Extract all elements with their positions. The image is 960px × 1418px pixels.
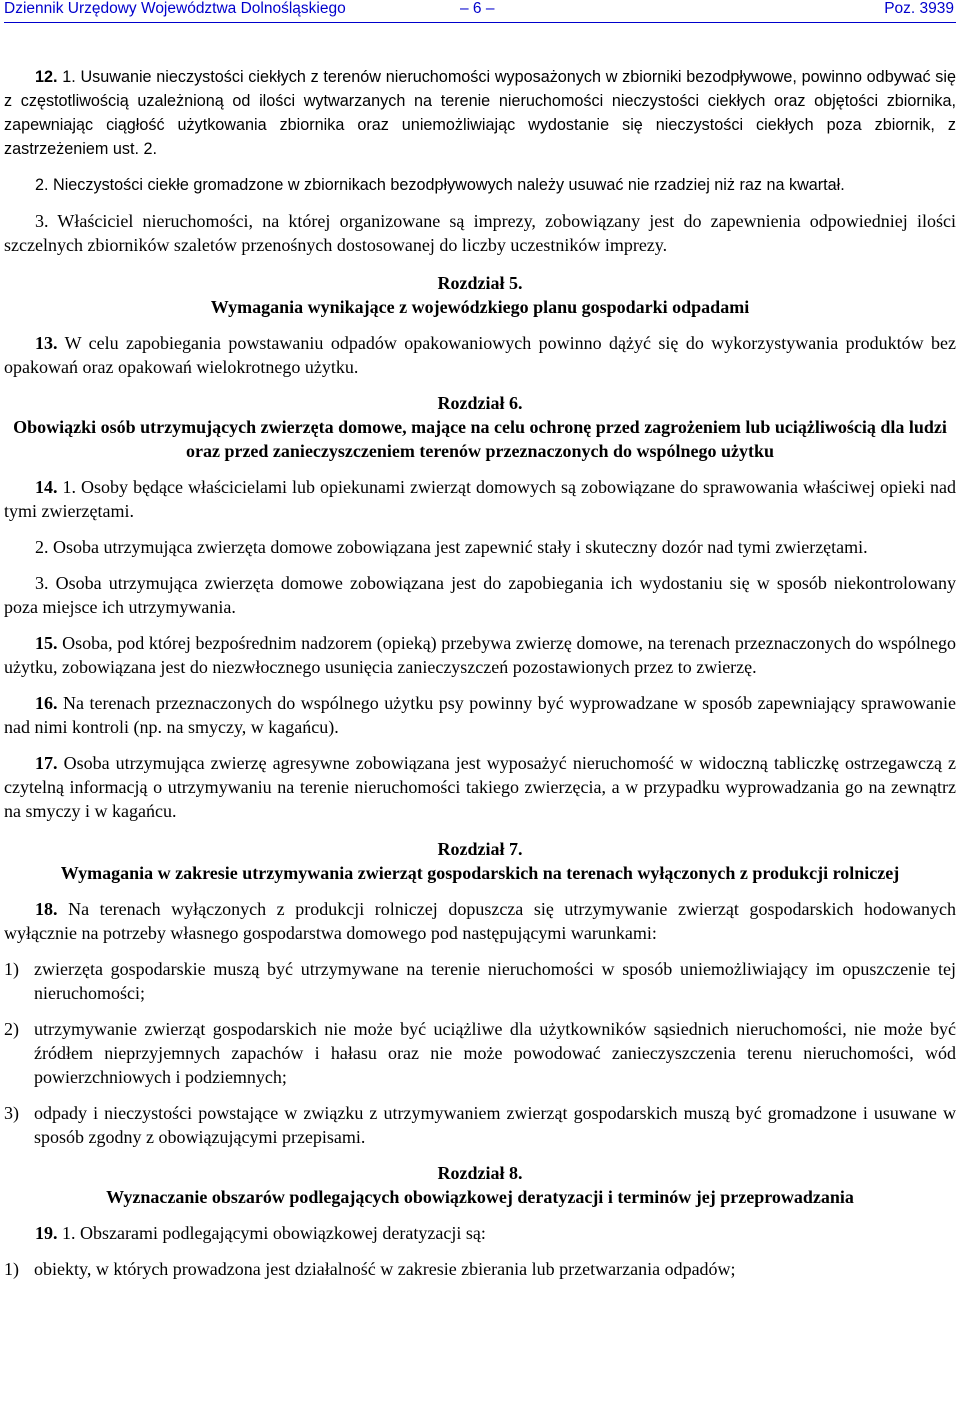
chapter-7-label: Rozdział 7. [437,839,523,859]
journal-title: Dziennik Urzędowy Województwa Dolnośląskiego [4,0,346,17]
paragraph-text: W celu zapobiegania powstawaniu odpadów opakowaniowych powinno dążyć się do wykorzystywania produktów bez opakowań oraz opakowań wielokrotnego użytku. [4,333,956,377]
chapter-8-title: Wyznaczanie obszarów podlegających obowiązkowej deratyzacji i terminów jej przeprowadzania [106,1187,854,1207]
list-item [4,1017,956,1089]
section-14-paragraph-3: 3. Osoba utrzymująca zwierzęta domowe zobowiązana jest do zapobiegania ich wydostaniu się w sposób niekontrolowany poza miejsce ich utrzymywania. [4,573,956,617]
section-number: 19. [35,1223,58,1243]
paragraph-number: 3. [35,211,49,231]
paragraph-text: Właściciel nieruchomości, na której organizowane są imprezy, zobowiązany jest do zapewnienia odpowiedniej ilości szczelnych zbiorników szaletów przenośnych dostosowanej do liczby uczestników imprezy. [4,211,956,255]
list-item-label: 2) [4,1019,19,1039]
list-item [4,957,956,1005]
section-17 [4,751,956,823]
section-number: 13. [35,333,58,353]
paragraph-number: 2. [35,176,49,194]
section-number: 16. [35,693,58,713]
paragraph-text: Na terenach wyłączonych z produkcji rolniczej dopuszcza się utrzymywanie zwierząt gospodarskich hodowanych wyłącznie na potrzeby własnego gospodarstwa domowego pod następującymi warunkami: [4,899,956,943]
chapter-5-label: Rozdział 5. [437,273,523,293]
chapter-5-title: Wymagania wynikające z wojewódzkiego planu gospodarki odpadami [210,297,750,317]
section-number: 18. [35,899,58,919]
section-19 [4,1221,956,1245]
list-item-text: utrzymywanie zwierząt gospodarskich nie może być uciążliwe dla użytkowników sąsiednich nieruchomości, nie może być źródłem nieprzyjemnych zapachów i hałasu oraz nie może powodować zanieczyszczenia terenu nieruchomości, wód powierzchniowych i podziemnych; [34,1019,956,1087]
page-header [4,0,956,20]
section-number: 14. [35,477,58,497]
section-16 [4,691,956,739]
list-item-text: odpady i nieczystości powstające w związku z utrzymywaniem zwierząt gospodarskich muszą być gromadzone i usuwane w sposób zgodny z obowiązującymi przepisami. [34,1103,956,1147]
section-15 [4,631,956,679]
section-12-paragraph-1 [4,65,956,161]
section-number: 17. [35,753,58,773]
paragraph-text: Na terenach przeznaczonych do wspólnego użytku psy powinny być wyprowadzane w sposób zapewniający sprawowanie nad nimi kontroli (np. na smyczy, w kagańcu). [4,693,956,737]
list-item [4,1257,956,1281]
document-body [4,65,956,1281]
section-14-paragraph-2: 2. Osoba utrzymująca zwierzęta domowe zobowiązana jest zapewnić stały i skuteczny dozór nad tymi zwierzętami. [35,537,868,557]
section-13 [4,331,956,379]
position-number: Poz. 3939 [884,0,954,17]
paragraph-text: Osoba, pod której bezpośrednim nadzorem (opieką) przebywa zwierzę domowe, na terenach przeznaczonych do wspólnego użytku, zobowiązana jest do niezwłocznego usunięcia zanieczyszczeń pozostawionych przez to zwierzę. [4,633,956,677]
section-12-paragraph-3 [4,209,956,257]
paragraph-text: 1. Obszarami podlegającymi obowiązkowej deratyzacji są: [57,1223,486,1243]
section-18 [4,897,956,945]
chapter-7-title: Wymagania w zakresie utrzymywania zwierząt gospodarskich na terenach wyłączonych z produkcji rolniczej [60,863,900,883]
paragraph-text: Nieczystości ciekłe gromadzone w zbiornikach bezodpływowych należy usuwać nie rzadziej niż raz na kwartał. [48,176,845,194]
paragraph-text: Osoba utrzymująca zwierzę agresywne zobowiązana jest wyposażyć nieruchomość w widoczną tabliczkę ostrzegawczą z czytelną informacją o utrzymywaniu na terenie nieruchomości takiego zwierzęcia, a w przypadku wyprowadzania go na zewnątrz na smyczy i w kagańcu. [4,753,956,821]
paragraph-text: 1. Usuwanie nieczystości ciekłych z terenów nieruchomości wyposażonych w zbiorniki bezodpływowe, powinno odbywać się z częstotliwością uzależnioną od ilości wytwarzanych na terenie nieruchomości nieczystości ciekłych oraz objętości zbiornika, zapewniając ciągłość użytkowania zbiornika oraz uniemożliwiając wydostanie się nieczystości ciekłych poza zbiornik, z zastrzeżeniem ust. 2. [4,68,956,158]
chapter-8-label: Rozdział 8. [437,1163,523,1183]
chapter-6-title: Obowiązki osób utrzymujących zwierzęta domowe, mające na celu ochronę przed zagrożeniem lub uciążliwością dla ludzi oraz przed zanieczyszczeniem terenów przeznaczonych do wspólnego użytku [13,417,947,461]
paragraph-text: 1. Osoby będące właścicielami lub opiekunami zwierząt domowych są zobowiązane do sprawowania właściwej opieki nad tymi zwierzętami. [4,477,956,521]
section-number: 12. [35,68,58,86]
header-rule [4,22,956,23]
list-item-label: 1) [4,1259,19,1279]
chapter-6-label: Rozdział 6. [437,393,523,413]
page-number: – 6 – [460,0,495,17]
section-14-paragraph-1 [4,475,956,523]
section-12-paragraph-2 [4,173,956,197]
list-item-text: obiekty, w których prowadzona jest działalność w zakresie zbierania lub przetwarzania odpadów; [34,1259,736,1279]
section-number: 15. [35,633,58,653]
list-item-label: 3) [4,1103,19,1123]
list-item-text: zwierzęta gospodarskie muszą być utrzymywane na terenie nieruchomości w sposób uniemożliwiający im opuszczenie tej nieruchomości; [34,959,956,1003]
list-item [4,1101,956,1149]
list-item-label: 1) [4,959,19,979]
